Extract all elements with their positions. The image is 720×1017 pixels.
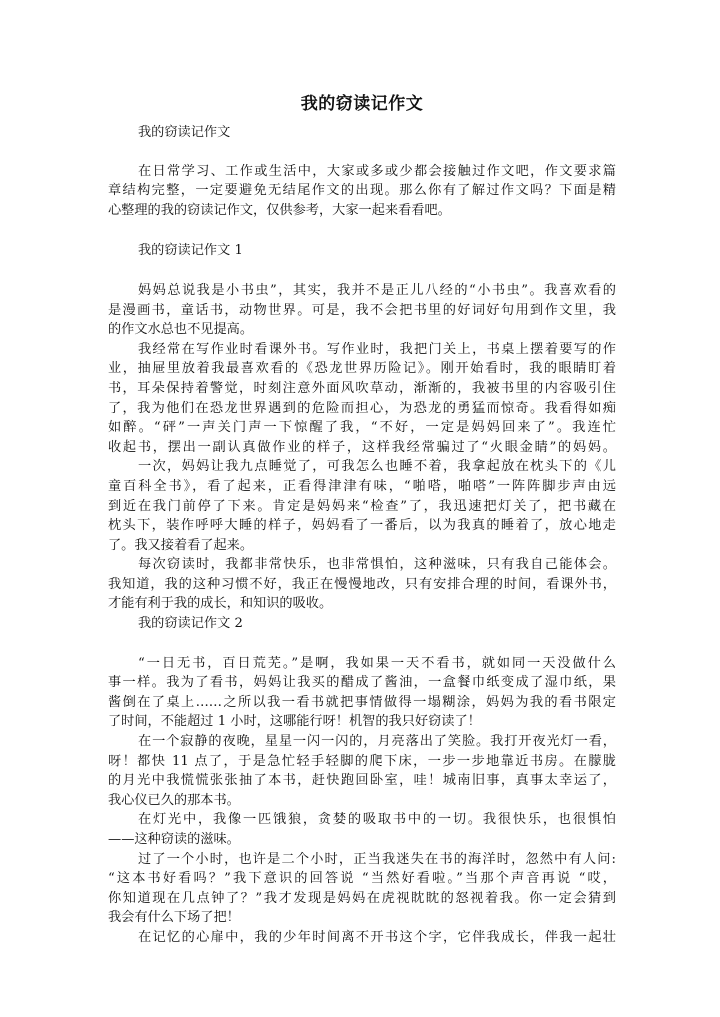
text-line: 心整理的我的窃读记作文，仅供参考，大家一起来看看吧。 (108, 202, 451, 218)
intro-paragraph (108, 162, 616, 221)
text-line: 章结构完整，一定要避免无结尾作文的出现。那么你有了解过作文吗？下面是精 (108, 183, 616, 199)
text-line: 的月光中我慌慌张张抽了本书，赶快跑回卧室，哇！城南旧事，真事太幸运了， (108, 773, 616, 789)
text-line: 了，我为他们在恐龙世界遇到的危险而担心，为恐龙的勇猛而惊奇。我看得如痴 (108, 400, 616, 416)
section-1-body (108, 281, 616, 614)
text-line: 我心仪已久的那本书。 (108, 792, 240, 808)
text-line: 呀！都快 11 点了，于是急忙轻手轻脚的爬下床，一步一步地靠近书房。在朦胧 (108, 753, 616, 769)
text-line: 每次窃读时，我都非常快乐，也非常惧怕，这种滋味，只有我自己能体会。 (138, 557, 616, 573)
text-line: 收起书，摆出一副认真做作业的样子，这样我经常骗过了“火眼金睛”的妈妈。 (108, 439, 616, 455)
text-line: “一日无书，百日荒芜。”是啊，我如果一天不看书，就如同一天没做什么 (138, 655, 616, 671)
document-subtitle: 我的窃读记作文 (138, 125, 231, 140)
section-2-body (108, 654, 616, 948)
text-line: 枕头下，装作呼呼大睡的样子，妈妈看了一番后，以为我真的睡着了，放心地走 (108, 518, 616, 534)
text-line: “这本书好看吗？”我下意识的回答说 “当然好看啦。”当那个声音再说 “哎， (108, 871, 616, 887)
text-line: 在日常学习、工作或生活中，大家或多或少都会接触过作文吧，作文要求篇 (138, 163, 616, 179)
text-line: 在记忆的心扉中，我的少年时间离不开书这个字，它伴我成长，伴我一起壮 (138, 929, 616, 945)
text-line: 童百科全书》，看了起来，正看得津津有味，“啪嗒，啪嗒”一阵阵脚步声由远 (108, 478, 616, 494)
text-line: 是漫画书，童话书，动物世界。可是，我不会把书里的好词好句用到作文里，我 (108, 302, 616, 318)
text-line: 在灯光中，我像一匹饿狼，贪婪的吸取书中的一切。我很快乐，也很惧怕 (138, 812, 616, 828)
text-line: 了时间，不能超过 1 小时，这哪能行呀！机智的我只好窃读了！ (108, 714, 481, 730)
text-line: 酱倒在了桌上……之所以我一看书就把事情做得一塌糊涂，妈妈为我的看书限定 (108, 694, 616, 710)
text-line: 一次，妈妈让我九点睡觉了，可我怎么也睡不着，我拿起放在枕头下的《儿 (138, 459, 616, 475)
text-line: 了。我又接着看了起来。 (108, 537, 254, 553)
text-line: 我知道，我的这种习惯不好，我正在慢慢地改，只有安排合理的时间，看课外书， (108, 576, 616, 592)
text-line: 在一个寂静的夜晚，星星一闪一闪的，月亮落出了笑脸。我打开夜光灯一看， (138, 734, 616, 750)
text-line: 妈妈总说我是小书虫”，其实，我并不是正儿八经的“小书虫”。我喜欢看的 (138, 282, 616, 298)
text-line: 我会有什么下场了把！ (108, 910, 240, 926)
text-line: 书，耳朵保持着警觉，时刻注意外面风吹草动，渐渐的，我被书里的内容吸引住 (108, 380, 616, 396)
text-line: 你知道现在几点钟了？”我才发现是妈妈在虎视眈眈的怒视着我。你一定会猜到 (108, 890, 616, 906)
text-line: 过了一个小时，也许是二个小时，正当我迷失在书的海洋时，忽然中有人问: (138, 851, 616, 867)
text-line: 事一样。我为了看书，妈妈让我买的醋成了酱油，一盒餐巾纸变成了湿巾纸，果 (108, 675, 616, 691)
text-line: ——这种窃读的滋味。 (108, 832, 240, 847)
text-line: 业，抽屉里放着我最喜欢看的《恐龙世界历险记》。刚开始看时，我的眼睛盯着 (108, 361, 616, 377)
text-line: 我经常在写作业时看课外书。写作业时，我把门关上，书桌上摆着要写的作 (138, 341, 616, 357)
text-line: 到近在我门前停了下来。肯定是妈妈来“检查”了，我迅速把灯关了，把书藏在 (108, 498, 616, 514)
text-line: 才能有利于我的成长，和知识的吸收。 (108, 596, 333, 612)
text-line: 如醉。“砰”一声关门声一下惊醒了我，“不好，一定是妈妈回来了”。我连忙 (108, 420, 616, 436)
document-title: 我的窃读记作文 (300, 94, 424, 114)
section-heading-1: 我的窃读记作文 1 (138, 243, 243, 259)
text-line: 的作文水总也不见提高。 (108, 322, 254, 338)
section-heading-2: 我的窃读记作文 2 (138, 616, 243, 632)
